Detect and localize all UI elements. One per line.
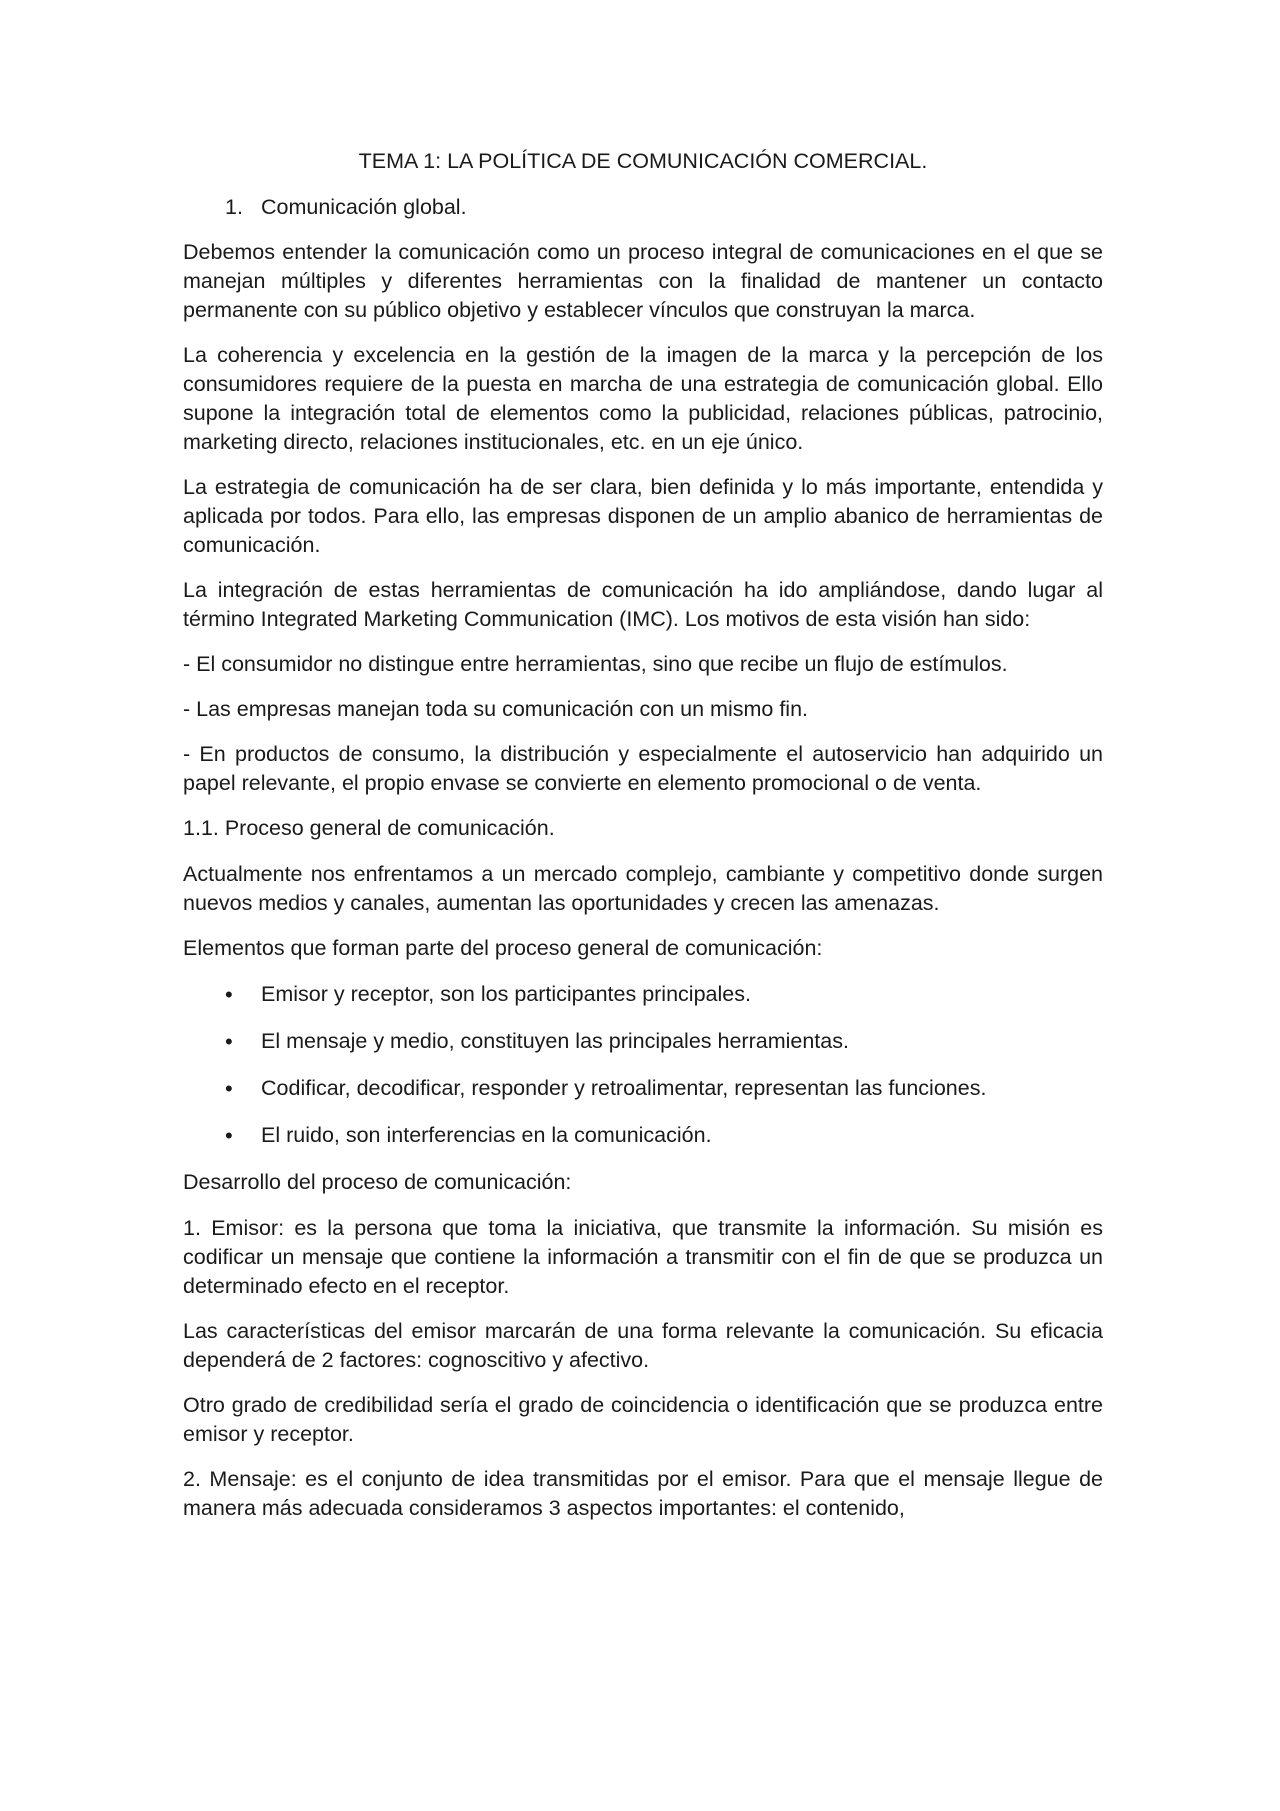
section-label: Comunicación global. — [261, 195, 467, 219]
dash-list-item: - El consumidor no distingue entre herramientas, sino que recibe un flujo de estímulos. — [183, 652, 1008, 676]
section-number: 1. — [225, 195, 243, 219]
dash-list-item: - En productos de consumo, la distribución y especialmente el autoservicio han adquirido un papel relevante, el propio envase se convierte en elemento promocional o de venta. — [183, 742, 1103, 795]
paragraph: La integración de estas herramientas de comunicación ha ido ampliándose, dando lugar al término Integrated Marketing Communication (IMC). Los motivos de esta visión han sido: — [183, 578, 1103, 631]
development-intro: Desarrollo del proceso de comunicación: — [183, 1170, 572, 1194]
bullet-item — [183, 1121, 1103, 1150]
bullet-list — [183, 980, 1103, 1150]
paragraph: Debemos entender la comunicación como un proceso integral de comunicaciones en el que se manejan múltiples y diferentes herramientas con la finalidad de mantener un contacto permanente con su público objetivo y establecer vínculos que construyan la marca. — [183, 240, 1103, 322]
paragraph: 2. Mensaje: es el conjunto de idea transmitidas por el emisor. Para que el mensaje llegue de manera más adecuada consideramos 3 aspectos importantes: el contenido, — [183, 1467, 1103, 1520]
paragraph: Actualmente nos enfrentamos a un mercado complejo, cambiante y competitivo donde surgen nuevos medios y canales, aumentan las oportunidades y crecen las amenazas. — [183, 862, 1103, 915]
paragraph: La estrategia de comunicación ha de ser clara, bien definida y lo más importante, entendida y aplicada por todos. Para ello, las empresas disponen de un amplio abanico de herramientas de comunicación. — [183, 475, 1103, 557]
bullet-text: Emisor y receptor, son los participantes principales. — [261, 982, 751, 1006]
bullet-item — [183, 1027, 1103, 1056]
bullet-text: Codificar, decodificar, responder y retroalimentar, representan las funciones. — [261, 1076, 987, 1100]
dash-list-item: - Las empresas manejan toda su comunicación con un mismo fin. — [183, 697, 809, 721]
bullet-text: El ruido, son interferencias en la comunicación. — [261, 1123, 712, 1147]
elements-intro: Elementos que forman parte del proceso general de comunicación: — [183, 936, 823, 960]
bullet-icon: • — [225, 982, 233, 1007]
section-heading-1 — [183, 193, 1103, 222]
bullet-text: El mensaje y medio, constituyen las principales herramientas. — [261, 1029, 849, 1053]
paragraph: Otro grado de credibilidad sería el grado de coincidencia o identificación que se produzca entre emisor y receptor. — [183, 1393, 1103, 1446]
bullet-icon: • — [225, 1029, 233, 1054]
bullet-icon: • — [225, 1076, 233, 1101]
bullet-icon: • — [225, 1123, 233, 1148]
page-title: TEMA 1: LA POLÍTICA DE COMUNICACIÓN COMERCIAL. — [358, 149, 928, 173]
paragraph: La coherencia y excelencia en la gestión de la imagen de la marca y la percepción de los consumidores requiere de la puesta en marcha de una estrategia de comunicación global. Ello supone la integración total de elementos como la publicidad, relaciones públicas, patrocinio, marketing directo, relaciones institucionales, etc. en un eje único. — [183, 343, 1103, 454]
paragraph: 1. Emisor: es la persona que toma la iniciativa, que transmite la información. Su misión es codificar un mensaje que contiene la información a transmitir con el fin de que se produzca un determinado efecto en el receptor. — [183, 1216, 1103, 1298]
subsection-heading: 1.1. Proceso general de comunicación. — [183, 816, 555, 840]
paragraph: Las características del emisor marcarán de una forma relevante la comunicación. Su eficacia dependerá de 2 factores: cognoscitivo y afectivo. — [183, 1319, 1103, 1372]
bullet-item — [183, 980, 1103, 1009]
bullet-item — [183, 1074, 1103, 1103]
document-page — [183, 147, 1103, 1539]
